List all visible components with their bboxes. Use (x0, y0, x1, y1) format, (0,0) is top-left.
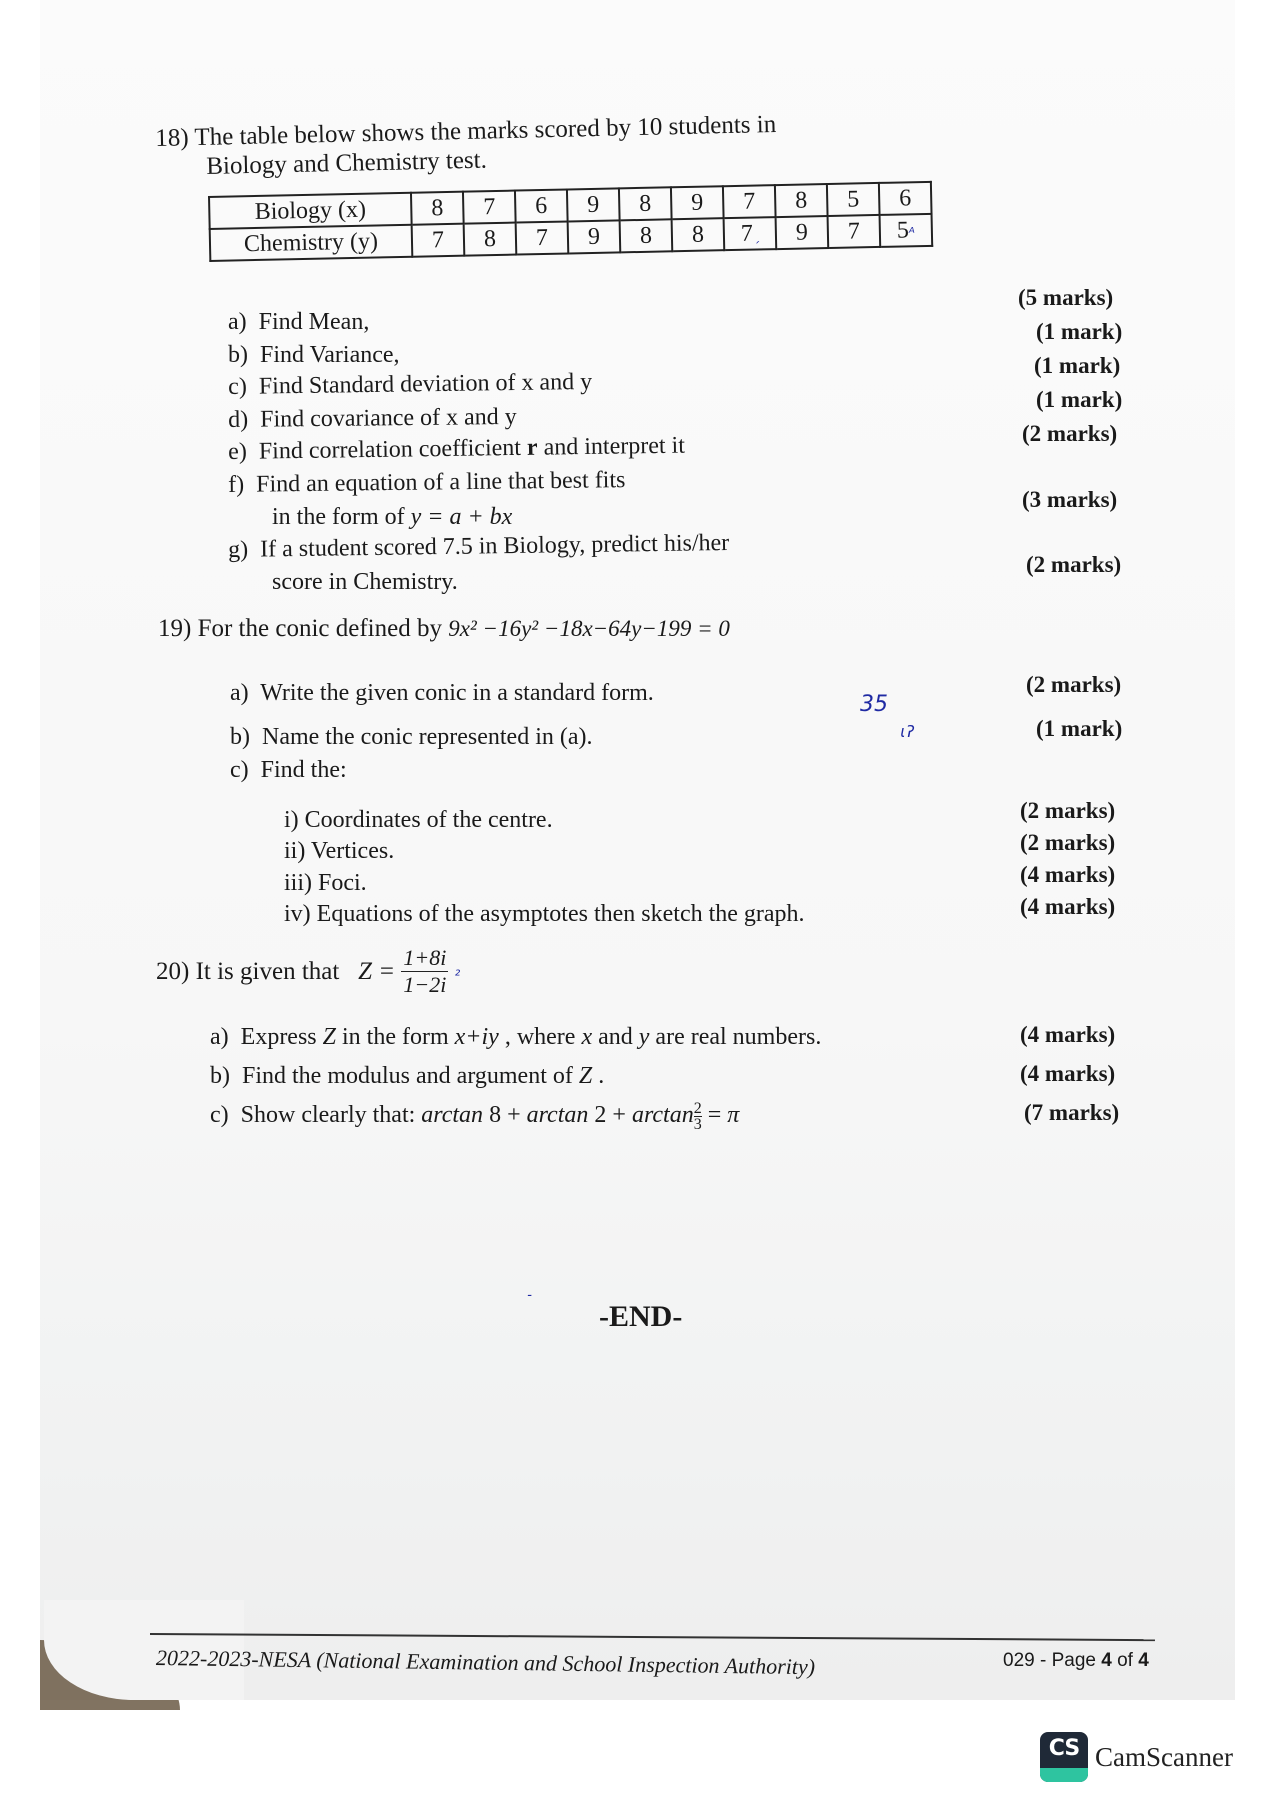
q18-part-f-line2: in the form of y = a + bx (272, 504, 513, 530)
q18-b-marks: (1 mark) (1036, 319, 1123, 344)
table-cell: 6 (879, 182, 932, 215)
table-cell: 7 (463, 191, 516, 224)
camscanner-wordmark: CamScanner (1095, 1742, 1233, 1772)
q20-part-b: b) Find the modulus and argument of Z . (210, 1063, 605, 1089)
q18-intro-line2: Biology and Chemistry test. (206, 146, 488, 180)
q18-d-marks: (1 mark) (1036, 387, 1123, 412)
q19-ii-marks: (2 marks) (1020, 830, 1116, 855)
table-cell: 8 (620, 219, 673, 252)
table-cell: 6 (515, 189, 568, 222)
q18-part-g-line2: score in Chemistry. (272, 569, 458, 595)
handwritten-note: 35 (860, 692, 888, 717)
table-cell: 9 (567, 188, 620, 221)
table-cell: 7 (828, 215, 881, 248)
q19-iii-marks: (4 marks) (1020, 862, 1116, 887)
q20-part-a: a) Express Z in the form x+iy , where x and y are real numbers. (210, 1024, 822, 1050)
pen-mark: ˗ (527, 1285, 533, 1304)
table-cell: 8 (411, 192, 464, 225)
row-label: Chemistry (y) (210, 225, 413, 261)
q18-c-marks: (1 mark) (1034, 353, 1121, 378)
table-cell: 7 (516, 221, 569, 254)
q18-intro-line1: The table below shows the marks scored by 10 students in (194, 110, 777, 152)
q20-fraction: $\frac{1+8i}{1-2i}$ (403, 945, 447, 997)
end-marker: -END- (599, 1300, 683, 1333)
table-cell: 5 (827, 183, 880, 216)
q19-subpart-i: i) Coordinates of the centre. (284, 807, 553, 833)
q19-a-marks: (2 marks) (1026, 672, 1122, 697)
q19-subpart-iii: iii) Foci. (284, 870, 367, 896)
q18-part-d: d) Find covariance of x and y (228, 403, 517, 433)
q18-number: 18) (155, 124, 189, 152)
page-number: 029 - Page 4 of 4 (1003, 1650, 1149, 1671)
table-cell: 7ˏ (724, 217, 777, 250)
q18-part-e: e) Find correlation coefficient r and interpret it (228, 432, 686, 465)
q19-i-marks: (2 marks) (1020, 798, 1116, 823)
handwritten-tick: ˏ (752, 228, 760, 244)
q20-intro: 20) It is given that Z = $\frac{1+8i}{1-2i}$ ₂ (156, 945, 461, 997)
q20-part-c: c) Show clearly that: arctan 8 + arctan 2 + arctan $\frac{2}{3} = \pi$ (210, 1099, 740, 1133)
handwritten-note: ɩʔ (900, 722, 915, 741)
q18-g-marks: (2 marks) (1026, 552, 1122, 577)
q19-b-marks: (1 mark) (1036, 716, 1123, 741)
q18-part-g: g) If a student scored 7.5 in Biology, predict his/her (228, 530, 730, 563)
q18-f-marks: (3 marks) (1022, 487, 1118, 512)
q18-part-f: f) Find an equation of a line that best fits (228, 467, 626, 498)
footer-authority: 2022-2023-NESA (National Examination and School Inspection Authority) (155, 1645, 816, 1680)
q19-equation: 9x² −16y² −18x−64y−199 = 0 (448, 616, 730, 641)
q18-part-b: b) Find Variance, (228, 342, 400, 368)
table-cell: 8 (464, 223, 517, 256)
q18-part-c: c) Find Standard deviation of x and y (228, 368, 593, 400)
q20-b-marks: (4 marks) (1020, 1061, 1116, 1086)
q19-part-c: c) Find the: (230, 757, 347, 783)
camscanner-logo-icon: CS (1040, 1732, 1088, 1782)
table-cell: 5ᴬ (880, 214, 933, 247)
handwritten-mark: ᴬ (908, 224, 916, 241)
q19-part-a: a) Write the given conic in a standard form. (230, 680, 654, 706)
q19-iv-marks: (4 marks) (1020, 894, 1116, 919)
q19-number: 19) (158, 615, 192, 642)
fraction-two-thirds: $\frac{2}{3}$ (693, 1099, 702, 1133)
q19-part-b: b) Name the conic represented in (a). (230, 724, 593, 750)
row-label: Biology (x) (209, 193, 412, 229)
q18-part-a: a) Find Mean, (228, 309, 370, 335)
q20-c-marks: (7 marks) (1024, 1100, 1120, 1125)
table-cell: 7 (723, 185, 776, 218)
table-cell: 8 (672, 218, 725, 251)
handwritten-mark: ₂ (454, 963, 461, 980)
q20-number: 20) (156, 957, 190, 985)
table-cell: 7 (412, 224, 465, 257)
q18-e-marks: (2 marks) (1022, 421, 1118, 446)
table-cell: 9 (671, 186, 724, 219)
table-cell: 8 (619, 187, 672, 220)
table-cell: 8 (775, 184, 828, 217)
q19-intro: 19) For the conic defined by 9x² −16y² −18x−64y−199 = 0 (158, 615, 730, 642)
q20-a-marks: (4 marks) (1020, 1022, 1116, 1047)
table-cell: 9 (776, 216, 829, 249)
q18-a-marks: (5 marks) (1018, 285, 1114, 310)
table-cell: 9 (568, 220, 621, 253)
q19-subpart-iv: iv) Equations of the asymptotes then sketch the graph. (284, 901, 805, 927)
q19-subpart-ii: ii) Vertices. (284, 838, 395, 864)
